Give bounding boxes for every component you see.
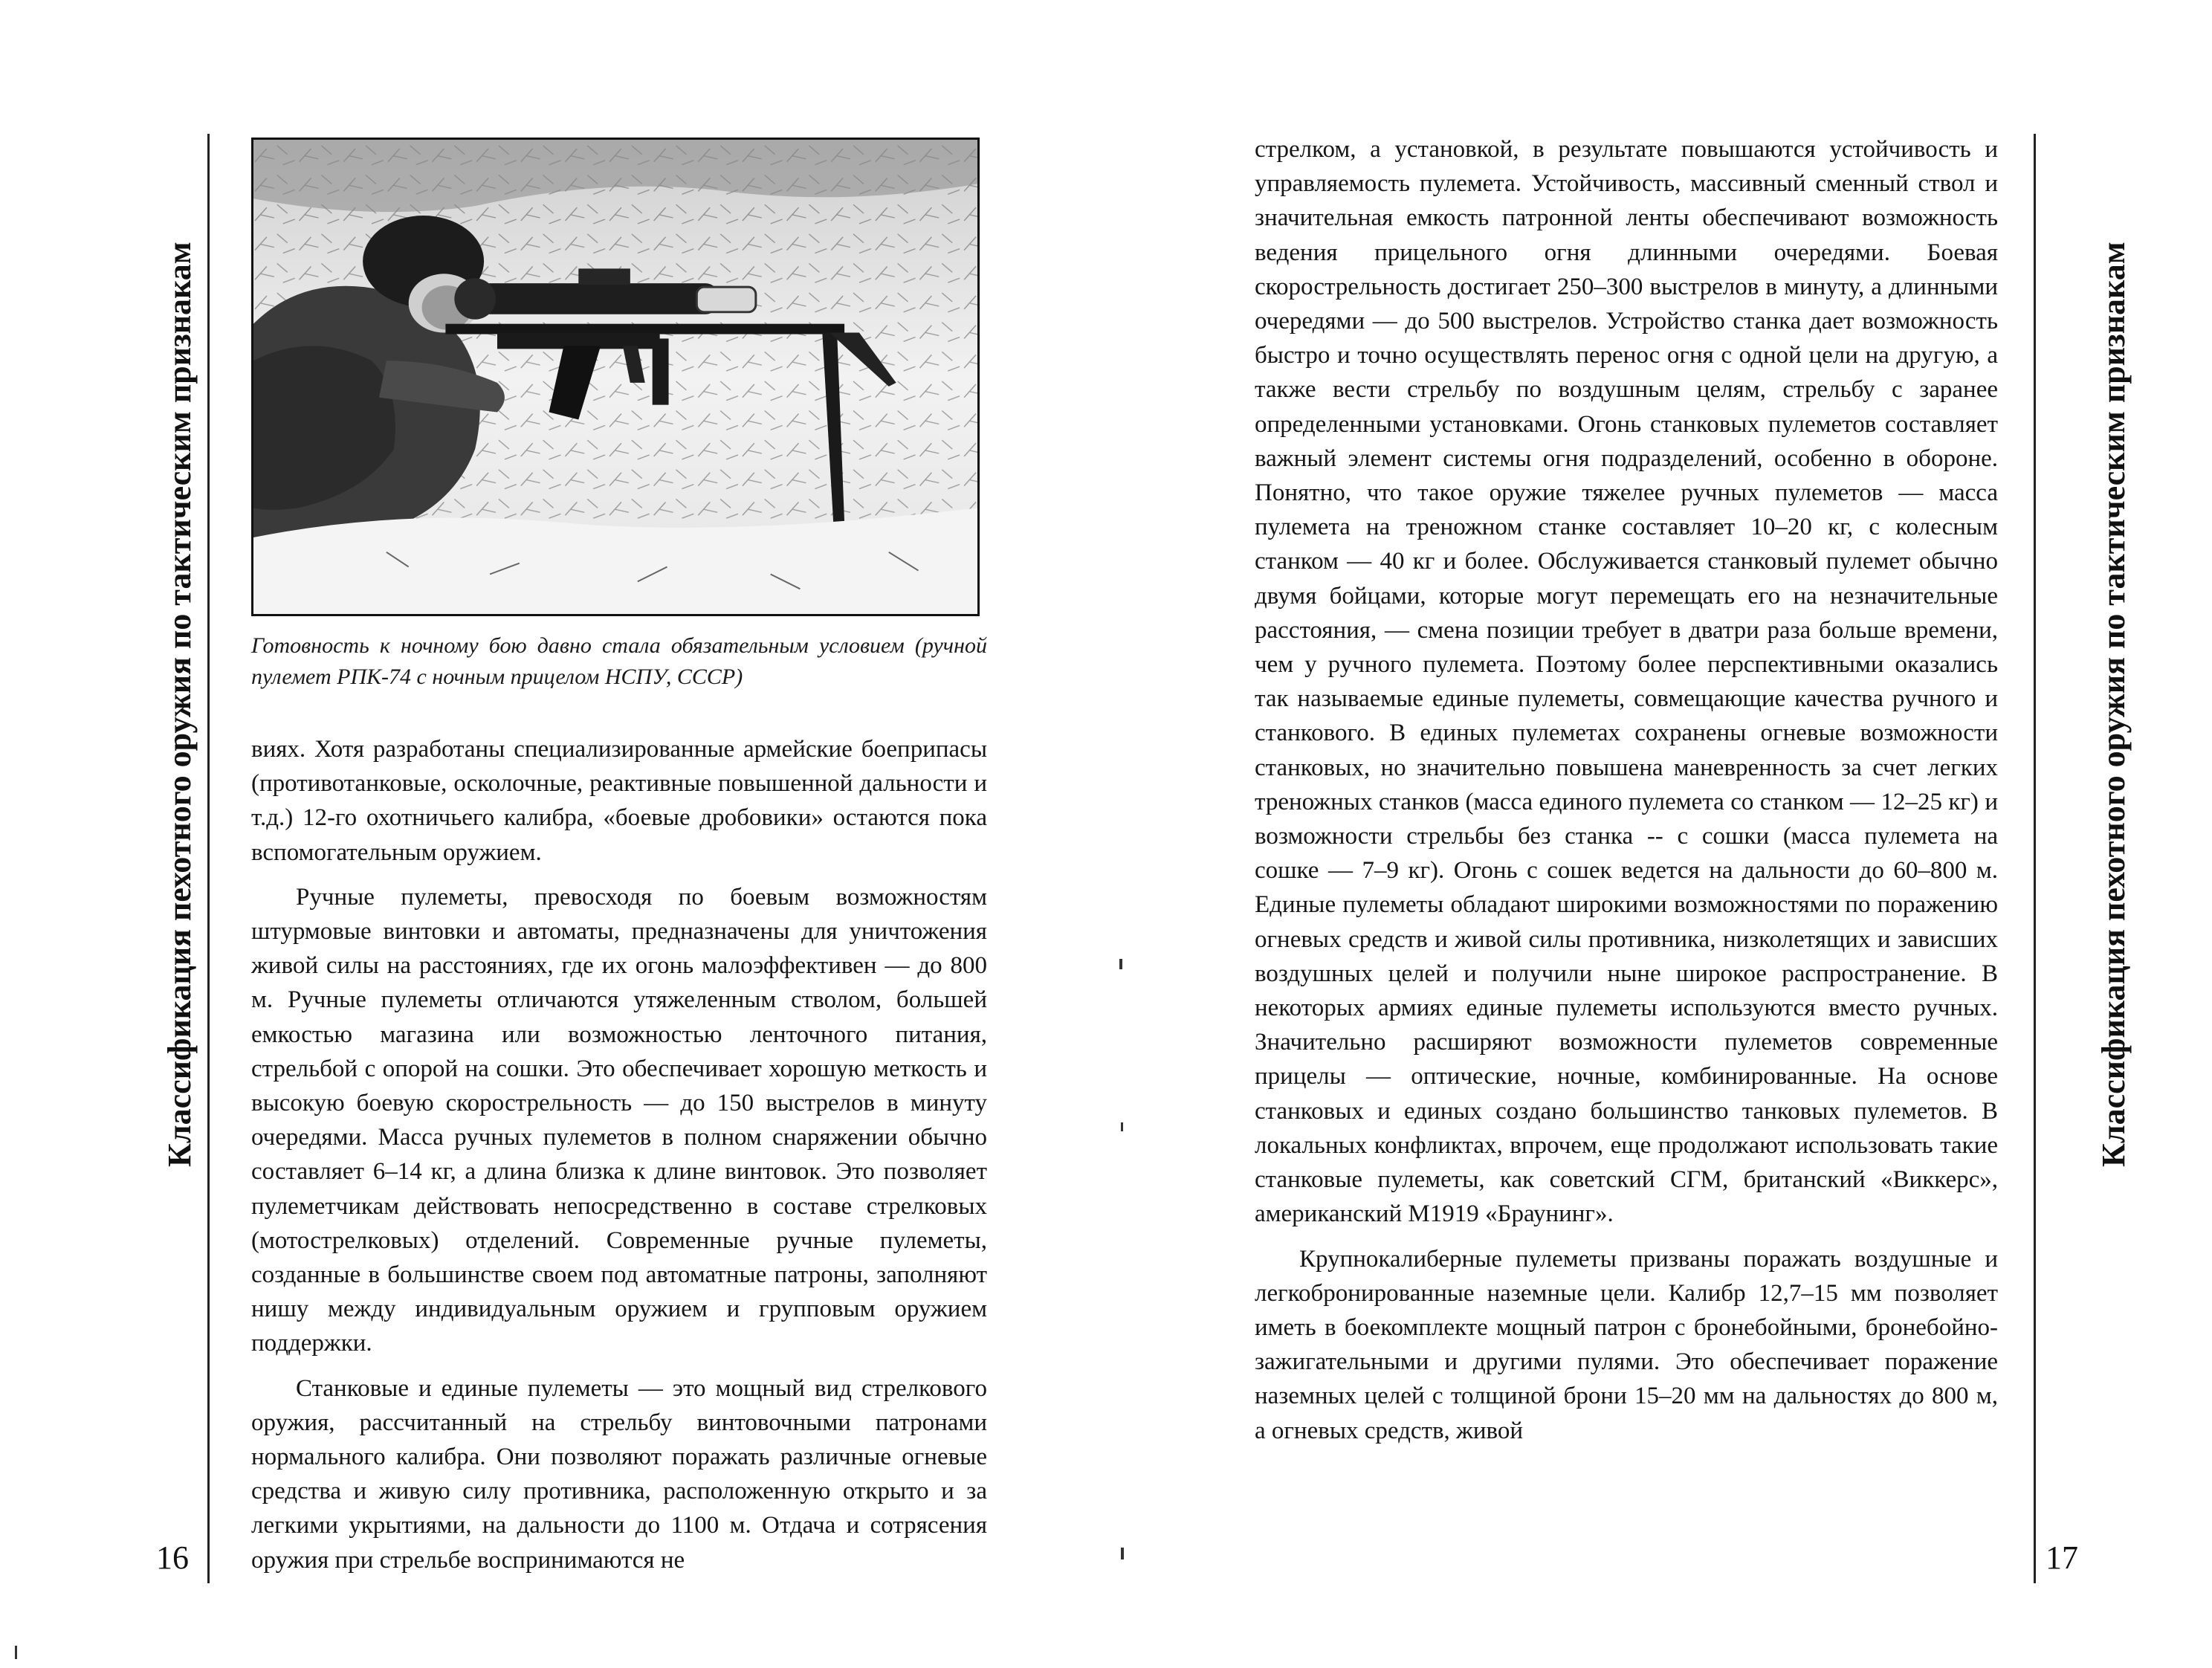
figure-photo <box>251 138 980 616</box>
vertical-rule-left <box>207 134 210 1583</box>
scan-speck <box>1119 959 1122 969</box>
running-head-right: Классификация пехотного оружия по тактическим признакам <box>2095 242 2132 1167</box>
page-number-left: 16 <box>156 1539 189 1576</box>
figure-caption: Готовность к ночному бою давно стала обязательным условием (ручной пулемет РПК-74 с ночным прицелом НСПУ, СССР) <box>251 633 987 689</box>
paragraph: Станковые и единые пулеметы — это мощный вид стрелкового оружия, рассчитанный на стрельбу винтовочными патронами нормального калибра. Они позволяют поражать различные огневые средства и живую силу противника, расположенную открыто и за легкими укрытиями, на дальности до 1100 м. Отдача и сотрясения оружия при стрельбе воспринимаются не <box>251 1374 987 1574</box>
right-page-text <box>1255 132 1998 1448</box>
paragraph: стрелком, а установкой, в результате повышаются устойчивость и управляемость пулемета. Устойчивость, массивный сменный ствол и значительная емкость патронной ленты обеспечивают возможность ведения прицельного огня длинными очередями. Боевая скорострельность достигает 250–300 выстрелов в минуту, а длинными очередями — до 500 выстрелов. Устройство станка дает возможность быстро и точно осуществлять перенос огня с одной цели на другую, а также вести стрельбу по воздушным целям, стрельбу с заранее определенными установками. Огонь станковых пулеметов составляет важный элемент системы огня подразделений, особенно в обороне. Понятно, что такое оружие тяжелее ручных пулеметов — масса пулемета на треножном станке составляет 10–20 кг, с колесным станком — 40 кг и более. Обслуживается станковый пулемет обычно двумя бойцами, которые могут перемещать его на незначительные расстояния, — смена позиции требует в дватри раза больше времени, чем у ручного пулемета. Поэтому более перспективными оказались так называемые единые пулеметы, совмещающие качества ручного и станкового. В единых пулеметах сохранены огневые возможности станковых, но значительно повышена маневренность за счет легких треножных станков (масса единого пулемета со станком — 12–25 кг) и возможности стрельбы без станка -- с сошки (масса пулемета на сошке — 7–9 кг). Огонь с сошек ведется на дальности до 60–800 м. Единые пулеметы обладают широкими возможностями по поражению огневых средств и живой силы противника, низколетящих и зависших воздушных целей и получили ныне широкое распространение. В некоторых армиях единые пулеметы используются вместо ручных. Значительно расширяют возможности пулеметов современные прицелы — оптические, ночные, комбинированные. На основе станковых и единых создано большинство танковых пулеметов. В локальных конфликтах, впрочем, еще продолжают использовать такие станковые пулеметы, как советский СГМ, британский «Виккерс», американский М1919 «Браунинг». <box>1255 136 1998 1228</box>
scan-speck <box>1121 1548 1124 1559</box>
paragraph: виях. Хотя разработаны специализированные армейские боеприпасы (противотанковые, осколочные, реактивные повышенной дальности и т.д.) 12-го охотничьего калибра, «боевые дробовики» остаются пока вспомогательным оружием. <box>251 736 987 866</box>
scan-speck <box>1121 1122 1123 1131</box>
left-page-text <box>251 732 987 1577</box>
vertical-rule-right <box>2034 134 2036 1583</box>
page-number-right: 17 <box>2046 1539 2078 1576</box>
scan-speck <box>15 1646 17 1659</box>
running-head-left: Классификация пехотного оружия по тактическим признакам <box>161 242 198 1167</box>
paragraph: Ручные пулеметы, превосходя по боевым возможностям штурмовые винтовки и автоматы, предназначены для уничтожения живой силы на расстояниях, где их огонь малоэффективен — до 800 м. Ручные пулеметы отличаются утяжеленным стволом, большей емкостью магазина или возможностью ленточного питания, стрельбой с опорой на сошки. Это обеспечивает хорошую меткость и высокую боевую скорострельность — до 150 выстрелов в минуту очередями. Масса ручных пулеметов в полном снаряжении обычно составляет 6–14 кг, а длина близка к длине винтовок. Это позволяет пулеметчикам действовать непосредственно в составе стрелковых (мотострелковых) отделений. Современные ручные пулеметы, созданные в большинстве своем под автоматные патроны, заполняют нишу между индивидуальным оружием и групповым оружием поддержки. <box>251 883 987 1357</box>
photo-image <box>253 140 977 614</box>
paragraph: Крупнокалиберные пулеметы призваны поражать воздушные и легкобронированные наземные цели. Калибр 12,7–15 мм позволяет иметь в боекомплекте мощный патрон с бронебойными, бронебойно-зажигательными и другими пулями. Это обеспечивает поражение наземных целей с толщиной брони 15–20 мм на дальностях до 800 м, а огневых средств, живой <box>1255 1245 1998 1444</box>
